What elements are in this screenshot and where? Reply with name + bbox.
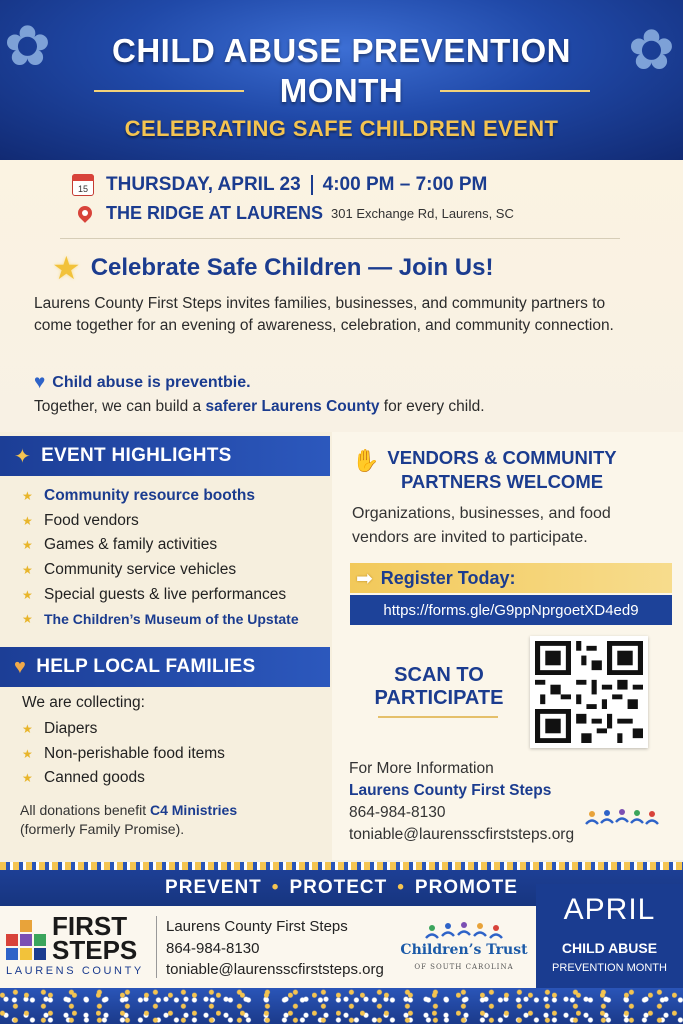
april-title: APRIL bbox=[563, 893, 656, 926]
contact-phone[interactable]: 864-984-8130 bbox=[349, 804, 446, 821]
logo-county: LAURENS COUNTY bbox=[6, 965, 144, 977]
footer-phone[interactable]: 864-984-8130 bbox=[166, 939, 260, 957]
page-subtitle: CELEBRATING SAFE CHILDREN EVENT bbox=[124, 116, 559, 141]
list-item-label: Games & family activities bbox=[44, 536, 218, 554]
pinwheel-icon: ✿ bbox=[628, 18, 675, 81]
help-title: HELP LOCAL FAMILIES bbox=[36, 656, 256, 677]
list-item bbox=[22, 558, 299, 583]
slogan-protect: PROTECT bbox=[289, 877, 388, 898]
event-address: 301 Exchange Rd, Laurens, SC bbox=[331, 205, 514, 221]
logo-first: FIRST bbox=[52, 911, 128, 941]
event-time: 4:00 PM – 7:00 PM bbox=[322, 174, 488, 195]
list-item bbox=[22, 607, 299, 632]
star-bullet-icon: ★ bbox=[22, 722, 33, 737]
celebrate-heading: Celebrate Safe Children — Join Us! bbox=[90, 254, 494, 281]
vendors-header bbox=[352, 446, 677, 494]
bullet-dot: • bbox=[271, 877, 280, 898]
star-bullet-icon: ★ bbox=[22, 489, 33, 504]
list-item-label: Community service vehicles bbox=[44, 561, 237, 579]
together-post: for every child. bbox=[379, 398, 485, 415]
location-pin-icon bbox=[75, 203, 95, 223]
star-icon: ★ bbox=[52, 250, 81, 286]
logo-steps: STEPS bbox=[52, 935, 138, 965]
decorative-strip bbox=[0, 862, 683, 870]
april-caption: CHILD ABUSE bbox=[561, 940, 658, 956]
donation-pre: All donations benefit bbox=[20, 802, 150, 818]
list-item bbox=[22, 484, 299, 509]
star-bullet-icon: ★ bbox=[22, 563, 33, 578]
handshake-icon: ✋ bbox=[352, 448, 380, 473]
intro-paragraph: Laurens County First Steps invites families, businesses, and community partners to come together for an evening of awareness, celebration, and community connection. bbox=[34, 295, 614, 334]
event-venue: THE RIDGE AT LAURENS bbox=[106, 202, 324, 223]
calendar-icon: 15 bbox=[72, 174, 94, 196]
arrow-right-icon: ➡ bbox=[356, 567, 373, 590]
footer-contact bbox=[166, 916, 384, 981]
donation-org: C4 Ministries bbox=[149, 802, 238, 818]
vendors-body: Organizations, businesses, and food vendors are invited to participate. bbox=[352, 505, 611, 546]
first-steps-logo-icon bbox=[6, 920, 48, 962]
slogan-promote: PROMOTE bbox=[414, 877, 518, 898]
list-item-label: The Children’s Museum of the Upstate bbox=[44, 611, 299, 628]
celebrate-heading-row bbox=[52, 250, 493, 286]
vendors-title-line-2: PARTNERS WELCOME bbox=[400, 471, 604, 492]
donation-list bbox=[22, 717, 225, 791]
qr-code-icon[interactable] bbox=[530, 636, 648, 748]
star-bullet-icon: ★ bbox=[22, 612, 33, 627]
confetti-strip bbox=[0, 988, 683, 1024]
list-item bbox=[22, 509, 299, 534]
contact-org: Laurens County First Steps bbox=[349, 782, 552, 799]
footer-org: Laurens County First Steps bbox=[166, 918, 348, 935]
register-label: Register Today: bbox=[380, 567, 516, 588]
date-separator bbox=[311, 175, 313, 195]
event-location-row bbox=[78, 201, 514, 225]
scan-to-participate bbox=[358, 664, 520, 710]
vendors-title-line-1: VENDORS & COMMUNITY bbox=[387, 447, 617, 468]
list-item bbox=[22, 766, 225, 791]
list-item bbox=[22, 533, 299, 558]
event-date: THURSDAY, APRIL 23 bbox=[106, 174, 301, 195]
star-bullet-icon: ★ bbox=[22, 771, 33, 786]
together-bold: saferer Laurens County bbox=[205, 398, 380, 415]
slogan-prevent: PREVENT bbox=[165, 877, 262, 898]
first-steps-logo-text bbox=[52, 911, 138, 965]
divider bbox=[60, 238, 620, 239]
scan-divider bbox=[378, 716, 498, 718]
page-title-line-2: MONTH bbox=[279, 72, 404, 109]
highlights-header bbox=[0, 436, 330, 476]
star-bullet-icon: ★ bbox=[22, 538, 33, 553]
childrens-trust-name: Children’s Trust bbox=[400, 942, 528, 958]
together-pre: Together, we can build a bbox=[34, 398, 206, 415]
footer-divider bbox=[156, 916, 157, 978]
preventable-row bbox=[34, 372, 251, 394]
title-rule-right bbox=[440, 90, 590, 92]
heart-icon: ♥ bbox=[34, 372, 46, 393]
donation-note bbox=[20, 801, 237, 839]
page-title-line-1: CHILD ABUSE PREVENTION bbox=[112, 32, 571, 69]
registration-link[interactable]: https://forms.gle/G9ppNprgoetXD4ed9 bbox=[350, 595, 672, 625]
contact-email[interactable]: toniable@laurensscfirststeps.org bbox=[349, 826, 575, 843]
list-item-label: Non-perishable food items bbox=[44, 744, 225, 762]
help-header bbox=[0, 647, 330, 687]
people-icon bbox=[582, 808, 672, 828]
star-bullet-icon: ★ bbox=[22, 513, 33, 528]
list-item-label: Special guests & live performances bbox=[44, 585, 287, 603]
party-popper-icon: ✦ bbox=[14, 445, 32, 468]
preventable-text: Child abuse is preventbie. bbox=[52, 374, 251, 391]
highlights-list bbox=[22, 484, 299, 632]
list-item-label: Diapers bbox=[44, 720, 98, 738]
list-item bbox=[22, 582, 299, 607]
contact-block bbox=[349, 758, 574, 846]
childrens-trust-sub: OF SOUTH CAROLINA bbox=[414, 963, 514, 971]
register-bar bbox=[350, 563, 672, 593]
list-item-label: Community resource booths bbox=[44, 487, 255, 505]
heart-icon: ♥ bbox=[14, 655, 27, 678]
footer-email[interactable]: toniable@laurensscfirststeps.org bbox=[166, 961, 384, 978]
list-item-label: Food vendors bbox=[44, 511, 139, 529]
april-subcaption: PREVENTION MONTH bbox=[552, 962, 667, 974]
highlights-title: EVENT HIGHLIGHTS bbox=[41, 445, 232, 466]
together-text bbox=[34, 398, 485, 416]
star-bullet-icon: ★ bbox=[22, 587, 33, 602]
donation-post: (formerly Family Promise). bbox=[20, 821, 185, 837]
qr-code-graphic bbox=[535, 641, 643, 743]
list-item bbox=[22, 742, 225, 767]
collecting-label: We are collecting: bbox=[22, 694, 145, 711]
scan-line-2: PARTICIPATE bbox=[374, 687, 504, 709]
pinwheel-icon: ✿ bbox=[4, 14, 51, 77]
event-date-row bbox=[72, 172, 487, 198]
list-item-label: Canned goods bbox=[44, 769, 145, 787]
star-bullet-icon: ★ bbox=[22, 746, 33, 761]
list-item bbox=[22, 717, 225, 742]
contact-label: For More Information bbox=[349, 760, 494, 777]
vendors-title bbox=[387, 446, 616, 494]
scan-line-1: SCAN TO bbox=[394, 664, 484, 686]
bullet-dot: • bbox=[397, 877, 405, 898]
